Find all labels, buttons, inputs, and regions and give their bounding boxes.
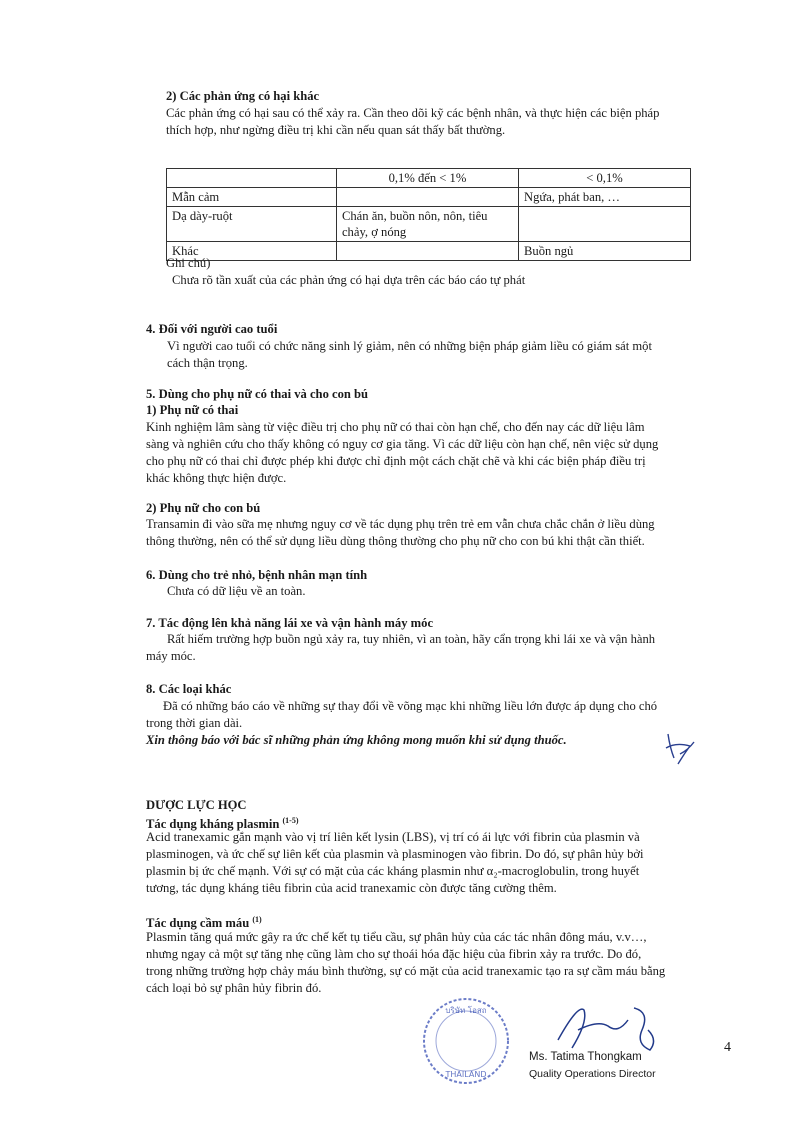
section-heading-other: 8. Các loại khác <box>146 682 232 696</box>
paragraph-line: Transamin đi vào sữa mẹ nhưng nguy cơ về tác dụng phụ trên trẻ em vẫn chưa chắc chắn ở liều dùng <box>146 517 655 531</box>
warning-text: Xin thông báo với bác sĩ những phản ứng không mong muốn khi sử dụng thuốc. <box>146 733 567 747</box>
paragraph-line: Đã có những báo cáo về những sự thay đổi về võng mạc khi những liều lớn được áp dụng cho chó <box>163 699 658 713</box>
table-row <box>167 242 691 261</box>
table-header-cell: 0,1% đến < 1% <box>336 169 518 188</box>
svg-text:บริษัท โอสถ: บริษัท โอสถ <box>445 1006 487 1015</box>
paragraph-line: tương, tác dụng kháng tiêu fibrin của acid tranexamic còn được tăng cường thêm. <box>146 881 557 895</box>
paragraph-line: thích hợp, như ngừng điều trị khi cần nếu quan sát thấy bất thường. <box>166 123 506 137</box>
table-cell <box>519 207 691 242</box>
reference-superscript: (1) <box>252 915 262 924</box>
reference-superscript: (1-5) <box>282 816 299 825</box>
signatory-name: Ms. Tatima Thongkam <box>529 1051 642 1063</box>
signatory-title: Quality Operations Director <box>529 1068 656 1080</box>
section-heading-other-adverse: 2) Các phản ứng có hại khác <box>166 89 320 103</box>
paragraph-line: cách thận trọng. <box>167 356 248 370</box>
paragraph-line: plasmin bị ức chế mạnh. Với sự có mặt của các kháng plasmin như α₂-macroglobulin, trong huyết <box>146 864 640 878</box>
paragraph-line: plasminogen, và ức chế sự liên kết của plasmin và plasminogen vào fibrin. Do đó, sự phân hủy bởi <box>146 847 644 861</box>
page-number: 4 <box>724 1040 731 1055</box>
table-cell: Dạ dày-ruột <box>167 207 337 242</box>
table-cell: Ngứa, phát ban, … <box>519 188 691 207</box>
section-heading-children: 6. Dùng cho trẻ nhỏ, bệnh nhân mạn tính <box>146 568 368 582</box>
subheading-breastfeeding: 2) Phụ nữ cho con bú <box>146 501 261 515</box>
table-row <box>167 188 691 207</box>
table-cell: Mẫn cảm <box>167 188 337 207</box>
table-row <box>167 207 691 242</box>
table-cell <box>336 188 518 207</box>
company-stamp <box>418 993 514 1089</box>
paragraph-line: Plasmin tăng quá mức gây ra ức chế kết tụ tiểu cầu, sự phân hủy của các tác nhân đông máu, v.v…, <box>146 930 647 944</box>
paragraph-line: Các phản ứng có hại sau có thể xảy ra. Cần theo dõi kỹ các bệnh nhân, và thực hiện các biện pháp <box>166 106 660 120</box>
adverse-reactions-table <box>166 168 691 261</box>
paragraph-line: sàng và nghiên cứu cho thấy không có nguy cơ gia tăng. Vì các dữ liệu còn hạn chế, nên việc sử dụng <box>146 437 659 451</box>
paragraph-line: Acid tranexamic gắn mạnh vào vị trí liên kết lysin (LBS), vị trí có ái lực với fibrin của plasmin và <box>146 830 640 844</box>
table-cell: Buồn ngủ <box>519 242 691 261</box>
paragraph-line: cho phụ nữ có thai chỉ được phép khi được chỉ định một cách chặt chẽ và khi các biện pháp điều trị <box>146 454 646 468</box>
section-heading-driving: 7. Tác động lên khả năng lái xe và vận hành máy móc <box>146 616 434 630</box>
table-header-row <box>167 169 691 188</box>
paragraph-line: cách loại bỏ sự phân hủy fibrin đó. <box>146 981 322 995</box>
section-heading-pregnancy: 5. Dùng cho phụ nữ có thai và cho con bú <box>146 387 369 401</box>
table-header-cell: < 0,1% <box>519 169 691 188</box>
note-text: Chưa rõ tần xuất của các phản ứng có hại dựa trên các báo cáo tự phát <box>172 273 526 287</box>
table-cell <box>336 242 518 261</box>
paragraph-line: Vì người cao tuổi có chức năng sinh lý giảm, nên có những biện pháp giảm liều có giám sát một <box>167 339 652 353</box>
paragraph-line: máy móc. <box>146 649 196 663</box>
paragraph-line: Chưa có dữ liệu về an toàn. <box>167 584 306 598</box>
paragraph-line: nhưng ngay cả một sự tăng nhẹ cũng làm cho sự thoái hóa đặc hiệu của fibrin xảy ra trước. Do đó, <box>146 947 642 961</box>
paragraph-line: trong thời gian dài. <box>146 716 243 730</box>
note-label: Ghi chú) <box>166 256 211 270</box>
paragraph-line: Kinh nghiệm lâm sàng từ việc điều trị cho phụ nữ có thai còn hạn chế, cho đến nay các dữ liệu lâm <box>146 420 645 434</box>
subheading-pregnant: 1) Phụ nữ có thai <box>146 403 239 417</box>
paragraph-line: trong những trường hợp chảy máu bình thường, sự có mặt của acid tranexamic tạo ra sự cầm máu bằng <box>146 964 666 978</box>
pharmacodynamics-heading: DƯỢC LỰC HỌC <box>146 798 247 812</box>
table-header-cell <box>167 169 337 188</box>
paragraph-line: khác không thực hiện được. <box>146 471 287 485</box>
subheading-text: Tác dụng cầm máu <box>146 916 250 931</box>
paragraph-line: Rất hiếm trường hợp buồn ngủ xảy ra, tuy nhiên, vì an toàn, hãy cẩn trọng khi lái xe và vận hành <box>167 632 656 646</box>
svg-text:THAILAND: THAILAND <box>445 1070 487 1079</box>
paragraph-line: thông thường, nên có thể sử dụng liều dùng thông thường cho phụ nữ cho con bú khi thật cần thiết. <box>146 534 645 548</box>
initials-signature <box>660 728 700 768</box>
subheading-text: Tác dụng kháng plasmin <box>146 817 280 832</box>
section-heading-elderly: 4. Đối với người cao tuổi <box>146 322 278 336</box>
table-cell: Khác <box>167 242 337 261</box>
table-cell: Chán ăn, buồn nôn, nôn, tiêu chảy, ợ nóng <box>336 207 518 242</box>
